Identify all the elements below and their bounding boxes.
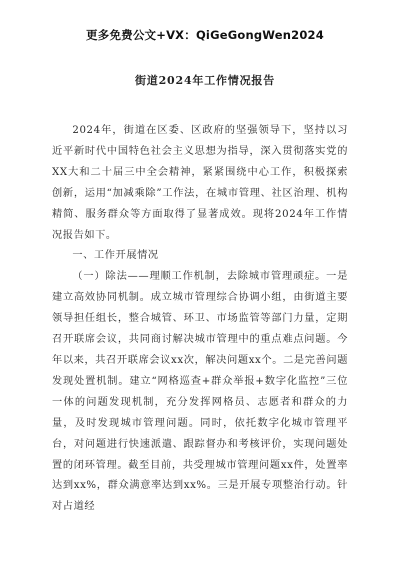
intro-paragraph: 2024年，街道在区委、区政府的坚强领导下，坚持以习近平新时代中国特色社会主义思想为指导，深入贯彻落实党的XX大和二十届三中全会精神，紧紧围绕中心工作，积极探索创新，运用“加减乘除”工作法，在城市管理、社区治理、机构精简、服务群众等方面取得了显著成效。现将2024年工作情况报告如下。 xyxy=(52,125,348,241)
document-body xyxy=(52,121,348,518)
document-title: 街道2024年工作情况报告 xyxy=(134,74,275,87)
section-heading: 一、工作开展情况 xyxy=(72,250,159,262)
watermark-header: 更多免费公文+VX：QiGeGongWen2024 xyxy=(86,28,324,42)
section-paragraph: （一）除法——理顺工作机制，去除城市管理顽症。一是建立高效协同机制。成立城市管理综合协调小组，由街道主要领导担任组长，整合城管、环卫、市场监管等部门力量，定期召开联席会议，共同商讨解决城市管理中的重点难点问题。今年以来，共召开联席会议xx次，解决问题xx个。二是完善问题发现处置机制。建立“网格巡查+群众举报+数字化监控”三位一体的问题发现机制，充分发挥网格员、志愿者和群众的力量，及时发现城市管理问题。同时，依托数字化城市管理平台，对问题进行快速派遣、跟踪督办和考核评价，实现问题处置的闭环管理。截至目前，共受理城市管理问题xx件，处置率达到xx%，群众满意率达到xx%。三是开展专项整治行动。针对占道经 xyxy=(52,271,348,513)
